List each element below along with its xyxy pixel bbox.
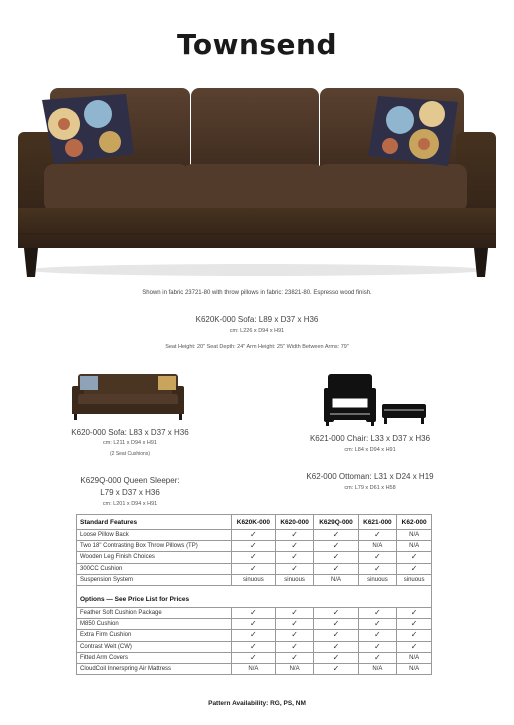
table-row — [77, 630, 432, 641]
feature-value-cell: ✓ — [314, 541, 358, 552]
feature-value-cell: ✓ — [358, 530, 397, 541]
feature-value-cell: N/A — [314, 574, 358, 585]
feature-value-cell: ✓ — [232, 652, 276, 663]
feature-name: M850 Cushion — [77, 619, 232, 630]
table-row — [77, 641, 432, 652]
feature-value-cell: ✓ — [275, 619, 314, 630]
sleeper-label-line2: L79 x D37 x H36 — [100, 488, 160, 497]
feature-name: Contrast Welt (CW) — [77, 641, 232, 652]
sofa-small-cm: cm: L211 x D94 x H91 — [102, 440, 157, 446]
feature-value-cell: ✓ — [275, 641, 314, 652]
feature-name: Feather Soft Cushion Package — [77, 607, 232, 618]
table-header-row — [77, 515, 432, 530]
feature-value-cell: ✓ — [358, 619, 397, 630]
feature-name: Fitted Arm Covers — [77, 652, 232, 663]
feature-value-cell: ✓ — [232, 641, 276, 652]
hero-caption: Shown in fabric 23721-80 with throw pillows in fabric: 23821-80. Espresso wood finish. — [142, 290, 372, 296]
chair-cm: cm: L84 x D94 x H91 — [344, 447, 396, 453]
feature-value-cell: N/A — [358, 541, 397, 552]
table-row — [77, 574, 432, 585]
feature-value-cell: ✓ — [232, 563, 276, 574]
feature-value-cell: N/A — [397, 530, 432, 541]
column-header: K629Q-000 — [314, 515, 358, 530]
hero-sofa-image — [14, 84, 500, 280]
feature-value-cell: ✓ — [232, 552, 276, 563]
table-row — [77, 552, 432, 563]
table-row — [77, 607, 432, 618]
feature-value-cell: ✓ — [314, 641, 358, 652]
feature-value-cell: ✓ — [314, 652, 358, 663]
feature-value-cell: ✓ — [397, 607, 432, 618]
feature-value-cell: ✓ — [358, 630, 397, 641]
ottoman-label: K62-000 Ottoman: L31 x D24 x H19 — [306, 472, 434, 481]
feature-name: 300CC Cushion — [77, 563, 232, 574]
column-header: K621-000 — [358, 515, 397, 530]
feature-value-cell: ✓ — [232, 619, 276, 630]
sleeper-cm: cm: L201 x D94 x H91 — [102, 501, 158, 507]
feature-value-cell: ✓ — [397, 619, 432, 630]
feature-value-cell: N/A — [275, 663, 314, 674]
ottoman-cm: cm: L79 x D61 x H58 — [344, 485, 396, 491]
feature-value-cell: ✓ — [275, 541, 314, 552]
sleeper-label-line1: K629Q-000 Queen Sleeper: — [80, 476, 180, 485]
feature-value-cell: ✓ — [275, 652, 314, 663]
feature-name: CloudCoil Innerspring Air Mattress — [77, 663, 232, 674]
table-row — [77, 541, 432, 552]
main-model-specs: Seat Height: 20" Seat Depth: 24" Arm Height: 25" Width Between Arms: 79" — [165, 344, 349, 350]
options-header-row — [77, 592, 432, 608]
feature-name: Loose Pillow Back — [77, 530, 232, 541]
standard-features-header: Standard Features — [77, 515, 232, 530]
feature-value-cell: ✓ — [314, 607, 358, 618]
feature-value-cell: N/A — [397, 663, 432, 674]
feature-value-cell: ✓ — [358, 607, 397, 618]
feature-value-cell: ✓ — [314, 563, 358, 574]
main-model-label: K620K-000 Sofa: L89 x D37 x H36 — [195, 315, 319, 324]
feature-value-cell: ✓ — [358, 563, 397, 574]
feature-value-cell: ✓ — [358, 652, 397, 663]
table-row — [77, 652, 432, 663]
feature-value-cell: N/A — [397, 541, 432, 552]
feature-value-cell: ✓ — [397, 552, 432, 563]
feature-name: Wooden Leg Finish Choices — [77, 552, 232, 563]
feature-name: Extra Firm Cushion — [77, 630, 232, 641]
options-header: Options — See Price List for Prices — [77, 592, 432, 608]
table-row — [77, 563, 432, 574]
chair-ottoman-image — [320, 372, 430, 430]
feature-value-cell: ✓ — [314, 630, 358, 641]
feature-value-cell: ✓ — [358, 641, 397, 652]
feature-value-cell: ✓ — [275, 530, 314, 541]
chair-label: K621-000 Chair: L33 x D37 x H36 — [309, 434, 431, 443]
main-model-cm: cm: L226 x D94 x H91 — [229, 328, 285, 334]
feature-value-cell: ✓ — [314, 619, 358, 630]
feature-value-cell: ✓ — [232, 607, 276, 618]
sofa-small-note: (2 Seat Cushions) — [109, 451, 151, 457]
feature-value-cell: ✓ — [275, 607, 314, 618]
feature-value-cell: ✓ — [314, 663, 358, 674]
feature-value-cell: ✓ — [275, 563, 314, 574]
table-row — [77, 663, 432, 674]
feature-value-cell: sinuous — [275, 574, 314, 585]
sofa-small-image — [70, 372, 186, 422]
table-row — [77, 619, 432, 630]
feature-value-cell: ✓ — [314, 530, 358, 541]
column-header: K62-000 — [397, 515, 432, 530]
feature-value-cell: ✓ — [275, 552, 314, 563]
feature-value-cell: ✓ — [232, 630, 276, 641]
sofa-small-label: K620-000 Sofa: L83 x D37 x H36 — [71, 428, 189, 437]
column-header: K620K-000 — [232, 515, 276, 530]
features-table — [76, 514, 432, 675]
feature-value-cell: ✓ — [397, 641, 432, 652]
feature-value-cell: sinuous — [397, 574, 432, 585]
table-row — [77, 530, 432, 541]
feature-value-cell: ✓ — [314, 552, 358, 563]
feature-value-cell: ✓ — [397, 630, 432, 641]
feature-value-cell: ✓ — [275, 630, 314, 641]
column-header: K620-000 — [275, 515, 314, 530]
feature-value-cell: ✓ — [232, 541, 276, 552]
feature-value-cell: ✓ — [232, 530, 276, 541]
pattern-availability: Pattern Availability: RG, PS, NM — [208, 700, 306, 707]
feature-name: Two 18" Contrasting Box Throw Pillows (TP) — [77, 541, 232, 552]
feature-value-cell: N/A — [358, 663, 397, 674]
feature-value-cell: sinuous — [358, 574, 397, 585]
feature-value-cell: N/A — [397, 652, 432, 663]
feature-value-cell: ✓ — [358, 552, 397, 563]
feature-name: Suspension System — [77, 574, 232, 585]
feature-value-cell: ✓ — [397, 563, 432, 574]
feature-value-cell: sinuous — [232, 574, 276, 585]
page-title: Townsend — [176, 28, 338, 61]
feature-value-cell: N/A — [232, 663, 276, 674]
